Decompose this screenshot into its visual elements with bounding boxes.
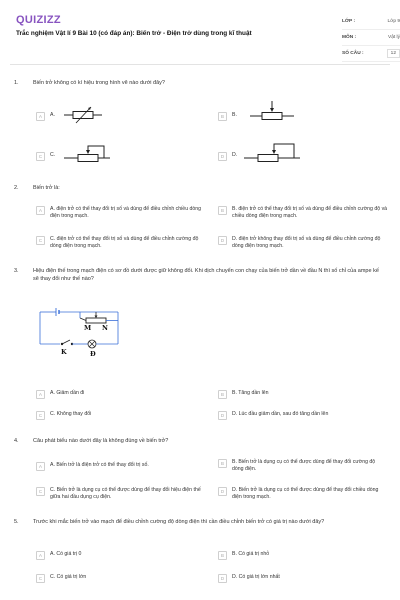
option-letter: B <box>218 459 227 468</box>
variable-resistor-symbol-a <box>64 104 104 126</box>
option-letter: A <box>36 112 45 121</box>
question-text: Trước khi mắc biến trở vào mạch để điều chỉnh cường độ dòng điện thì cần điều chỉnh biến trở có giá trị nào dưới đây? <box>33 519 325 525</box>
option-letter: B <box>218 551 227 560</box>
option-text: A. điện trở có thể thay đổi trị số và dùng để điều chỉnh chiều dòng điện trong mạch. <box>50 206 202 219</box>
circuit-label-d: Đ <box>90 350 96 358</box>
option-text: A. Có giá trị 0 <box>50 551 82 557</box>
option-letter: B <box>218 206 227 215</box>
option-text: D. <box>232 152 238 158</box>
header-divider <box>10 64 390 65</box>
option-text: A. <box>50 112 55 118</box>
page-title: Trắc nghiệm Vật lí 9 Bài 10 (có đáp án): Biến trở - Điện trở dùng trong kĩ thuật <box>16 30 252 37</box>
option-text: C. <box>50 152 56 158</box>
option-letter: C <box>36 574 45 583</box>
option-letter: C <box>36 236 45 245</box>
meta-key: MÔN : <box>342 35 357 40</box>
meta-value: Vật lý <box>388 35 400 40</box>
question-number: 5. <box>14 519 19 525</box>
option-letter: D <box>218 411 227 420</box>
meta-row-class <box>342 14 400 30</box>
circuit-label-n: N <box>102 324 108 332</box>
question-text: Biến trở là: <box>33 185 60 191</box>
question-number: 2. <box>14 185 19 191</box>
question-number: 3. <box>14 268 19 274</box>
option-text: C. điện trở có thể thay đổi trị số và dùng để điều chỉnh cường độ dòng điện trong mạch. <box>50 236 199 249</box>
option-letter: D <box>218 152 227 161</box>
option-letter: A <box>36 551 45 560</box>
option-letter: D <box>218 236 227 245</box>
meta-value: Lớp 9 <box>387 19 400 24</box>
option-text: A. Giảm dần đi <box>50 390 85 396</box>
option-text: B. điện trở có thể thay đổi trị số và dùng để điều chỉnh cường độ và chiều dòng điện trong mạch. <box>232 206 388 219</box>
meta-row-subject <box>342 30 400 46</box>
option-letter: D <box>218 487 227 496</box>
meta-table <box>342 14 400 62</box>
worksheet-header <box>10 10 400 60</box>
quizizz-logo: QUIZIZZ <box>16 14 61 26</box>
option-letter: A <box>36 462 45 471</box>
option-text: D. điện trở không thay đổi trị số và dùng để điều chỉnh cường độ dòng điện trong mạch. <box>232 236 381 249</box>
meta-value: 12 <box>387 49 400 58</box>
option-text: D. Lúc đầu giảm dần, sau đó tăng dần lên <box>232 411 329 417</box>
question-text: Câu phát biểu nào dưới đây là không đúng về biến trở? <box>33 438 169 444</box>
option-text: B. Có giá trị nhỏ <box>232 551 270 557</box>
option-text: D. Biến trở là dụng cụ có thể được dùng để thay đổi chiều dòng điện trong mạch. <box>232 487 379 500</box>
option-letter: B <box>218 390 227 399</box>
option-text: C. Không thay đổi <box>50 411 92 417</box>
question-number: 4. <box>14 438 19 444</box>
option-text: B. <box>232 112 237 118</box>
option-letter: A <box>36 390 45 399</box>
variable-resistor-symbol-b <box>250 98 294 124</box>
meta-row-count <box>342 46 400 62</box>
meta-key: LỚP : <box>342 19 356 24</box>
question-text: Biến trở không có kí hiệu trong hình vẽ nào dưới đây? <box>33 80 165 86</box>
option-text: D. Có giá trị lớn nhất <box>232 574 280 580</box>
option-text: A. Biến trở là điện trở có thể thay đổi trị số. <box>50 462 149 468</box>
meta-key: SỐ CÂU : <box>342 51 364 56</box>
question-number: 1. <box>14 80 19 86</box>
option-text: B. Tăng dần lên <box>232 390 269 396</box>
circuit-label-m: M <box>84 324 92 332</box>
variable-resistor-symbol-d <box>244 138 300 164</box>
option-letter: C <box>36 487 45 496</box>
question-text: Hiệu điện thế trong mạch điện có sơ đồ dưới được giữ không đổi. Khi dịch chuyển con chạy của biến trở dần về đầu N thì số chỉ của ampe kế sẽ thay đổi như thế nào? <box>33 268 379 282</box>
option-letter: A <box>36 206 45 215</box>
variable-resistor-symbol-c <box>64 138 112 164</box>
option-letter: B <box>218 112 227 121</box>
circuit-label-k: K <box>61 348 67 356</box>
option-letter: C <box>36 152 45 161</box>
option-text: C. Biến trở là dụng cụ có thể được dùng để thay đổi hiệu điện thế giữa hai đầu dụng cụ điện. <box>50 487 201 500</box>
option-text: B. Biến trở là dụng cụ có thể được dùng để thay đổi cường độ dòng điện. <box>232 459 376 472</box>
option-letter: C <box>36 411 45 420</box>
circuit-diagram <box>34 302 124 358</box>
option-text: C. Có giá trị lớn <box>50 574 87 580</box>
option-letter: D <box>218 574 227 583</box>
